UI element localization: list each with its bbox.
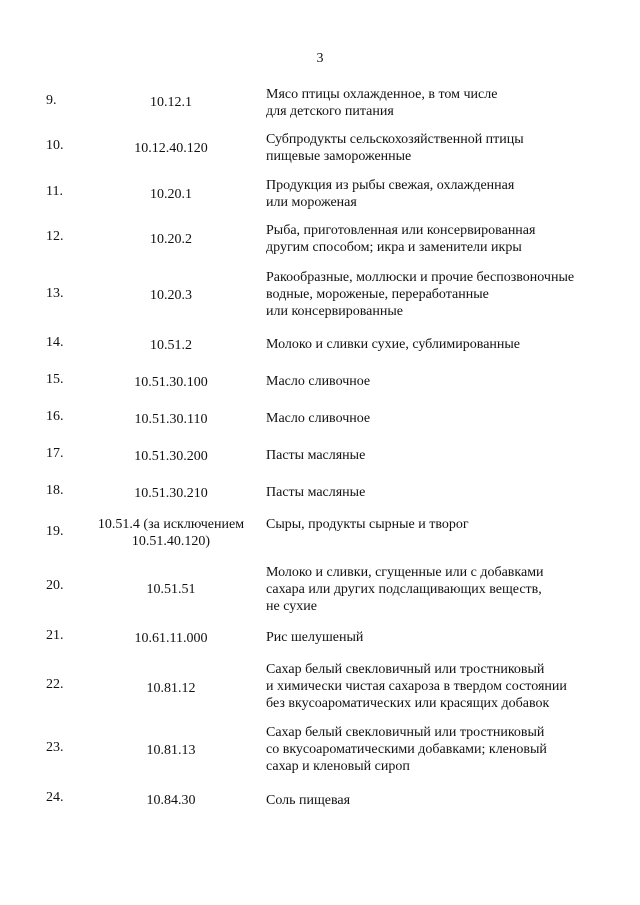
row-number: 9.: [46, 93, 57, 108]
row-code: [90, 630, 252, 647]
row-number: 24.: [46, 790, 64, 805]
row-description: [266, 86, 611, 120]
row-code: [90, 792, 252, 809]
desc-line: без вкусоароматических или красящих добавок: [266, 696, 550, 711]
code-text: 10.20.3: [150, 288, 192, 303]
code-text: 10.81.13: [146, 743, 196, 758]
row-code: [90, 581, 252, 598]
row-number: 13.: [46, 286, 64, 301]
row-description: [266, 629, 611, 646]
row-number: 15.: [46, 372, 64, 387]
row-number: 23.: [46, 740, 64, 755]
row-number: 18.: [46, 483, 64, 498]
row-number: 22.: [46, 677, 64, 692]
row-number: 17.: [46, 446, 64, 461]
code-text: 10.20.1: [150, 187, 192, 202]
code-line: 10.51.4 (за исключением: [97, 517, 245, 532]
row-number: 12.: [46, 229, 64, 244]
desc-line: Сыры, продукты сырные и творог: [266, 517, 469, 532]
row-number: 11.: [46, 184, 63, 199]
row-description: [266, 336, 611, 353]
desc-line: Сахар белый свекловичный или тростниковый: [266, 662, 545, 677]
code-text: 10.20.2: [150, 232, 192, 247]
row-description: [266, 373, 611, 390]
desc-line: пищевые замороженные: [266, 149, 412, 164]
row-code: [90, 94, 252, 111]
code-text: 10.12.1: [150, 95, 192, 110]
row-number: 19.: [46, 524, 64, 539]
row-description: [266, 516, 611, 533]
row-description: [266, 661, 611, 712]
code-text: 10.51.30.110: [134, 412, 208, 427]
row-number: 10.: [46, 138, 64, 153]
desc-line: Масло сливочное: [266, 374, 371, 389]
row-description: [266, 447, 611, 464]
desc-line: и химически чистая сахароза в твердом состоянии: [266, 679, 567, 694]
desc-line: или мороженая: [266, 195, 357, 210]
desc-line: не сухие: [266, 599, 317, 614]
desc-line: Ракообразные, моллюски и прочие беспозвоночные: [266, 270, 575, 285]
page-number: 3: [316, 51, 324, 66]
desc-line: другим способом; икра и заменители икры: [266, 240, 522, 255]
row-code: [90, 337, 252, 354]
desc-line: Продукция из рыбы свежая, охлажденная: [266, 178, 515, 193]
desc-line: сахара или других подслащивающих веществ,: [266, 582, 542, 597]
desc-line: Молоко и сливки сухие, сублимированные: [266, 337, 521, 352]
desc-line: для детского питания: [266, 104, 394, 119]
desc-line: Масло сливочное: [266, 411, 371, 426]
code-text: 10.51.30.210: [134, 486, 208, 501]
row-number: 14.: [46, 335, 64, 350]
row-code: [90, 516, 252, 550]
desc-line: Пасты масляные: [266, 485, 366, 500]
desc-line: Сахар белый свекловичный или тростниковый: [266, 725, 545, 740]
code-text: 10.84.30: [146, 793, 196, 808]
row-code: [90, 186, 252, 203]
code-text: 10.51.30.200: [134, 449, 208, 464]
row-code: [90, 485, 252, 502]
code-text: 10.12.40.120: [134, 141, 208, 156]
row-description: [266, 269, 611, 320]
code-text: 10.51.51: [146, 582, 196, 597]
row-description: [266, 484, 611, 501]
row-number: 20.: [46, 578, 64, 593]
row-code: [90, 742, 252, 759]
code-text: 10.51.2: [150, 338, 192, 353]
row-number: 16.: [46, 409, 64, 424]
row-description: [266, 410, 611, 427]
row-code: [90, 374, 252, 391]
row-description: [266, 724, 611, 775]
row-description: [266, 131, 611, 165]
desc-line: водные, мороженые, переработанные: [266, 287, 489, 302]
code-text: 10.81.12: [146, 681, 196, 696]
desc-line: Соль пищевая: [266, 793, 351, 808]
desc-line: или консервированные: [266, 304, 403, 319]
row-description: [266, 564, 611, 615]
desc-line: Рыба, приготовленная или консервированная: [266, 223, 536, 238]
row-description: [266, 222, 611, 256]
code-text: 10.51.30.100: [134, 375, 208, 390]
row-number: 21.: [46, 628, 64, 643]
code-line: 10.51.40.120): [131, 534, 211, 549]
row-code: [90, 411, 252, 428]
row-code: [90, 287, 252, 304]
row-code: [90, 140, 252, 157]
desc-line: Молоко и сливки, сгущенные или с добавками: [266, 565, 544, 580]
row-description: [266, 177, 611, 211]
code-text: 10.61.11.000: [134, 631, 208, 646]
desc-line: со вкусоароматическими добавками; кленовый: [266, 742, 547, 757]
row-code: [90, 680, 252, 697]
desc-line: Субпродукты сельскохозяйственной птицы: [266, 132, 524, 147]
row-description: [266, 792, 611, 809]
desc-line: Рис шелушеный: [266, 630, 364, 645]
desc-line: сахар и кленовый сироп: [266, 759, 410, 774]
desc-line: Пасты масляные: [266, 448, 366, 463]
row-code: [90, 448, 252, 465]
row-code: [90, 231, 252, 248]
desc-line: Мясо птицы охлажденное, в том числе: [266, 87, 498, 102]
